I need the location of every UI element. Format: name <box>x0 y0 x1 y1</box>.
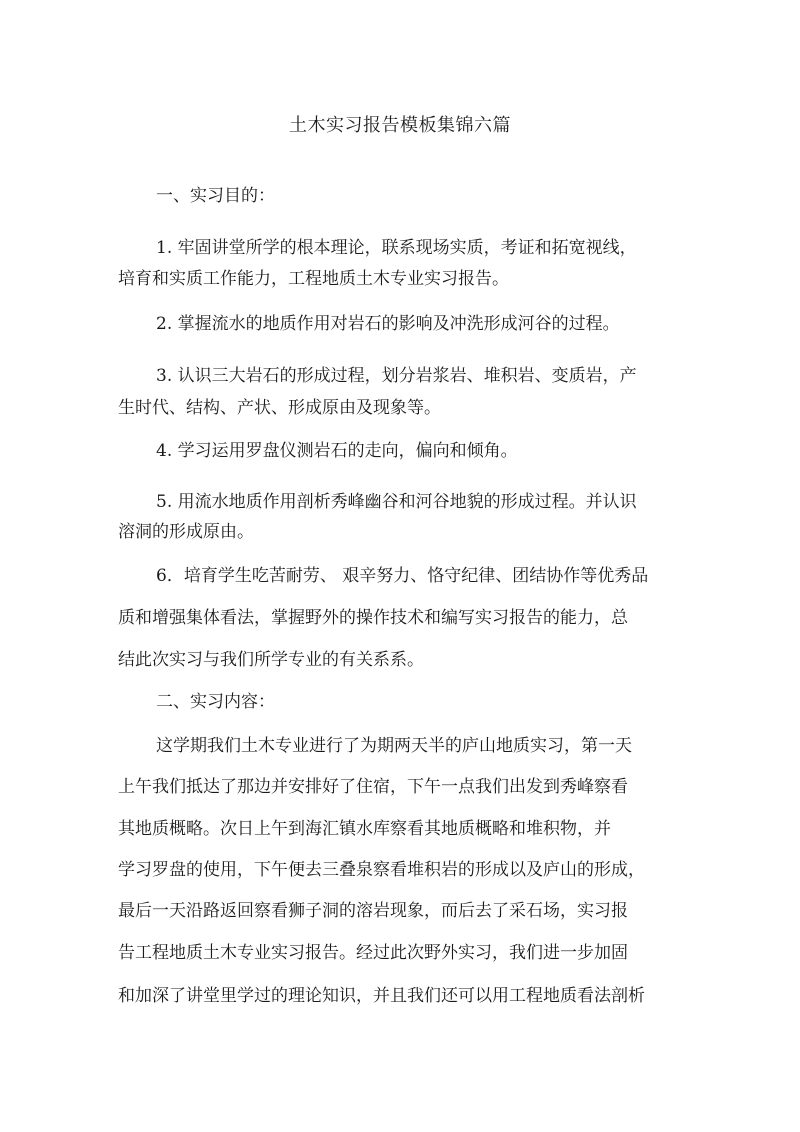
paragraph-line: 上午我们抵达了那边并安排好了住宿，下午一点我们出发到秀峰察看 <box>118 777 628 797</box>
paragraph-line: 最后一天沿路返回察看狮子洞的溶岩现象，而后去了采石场，实习报 <box>118 901 628 921</box>
paragraph-line: 溶洞的形成原由。 <box>118 522 254 542</box>
paragraph-line: 2. 掌握流水的地质作用对岩石的影响及冲洗形成河谷的过程。 <box>156 314 620 334</box>
paragraph-line: 培育和实质工作能力，工程地质土木专业实习报告。 <box>118 269 509 289</box>
paragraph-line: 4. 学习运用罗盘仪测岩石的走向，偏向和倾角。 <box>156 441 518 461</box>
paragraph-line: 质和增强集体看法，掌握野外的操作技术和编写实习报告的能力，总 <box>118 608 628 628</box>
paragraph-line: 生时代、结构、产状、形成原由及现象等。 <box>118 398 441 418</box>
paragraph-line: 其地质概略。次日上午到海汇镇水库察看其地质概略和堆积物，并 <box>118 819 611 839</box>
paragraph-line: 这学期我们土木专业进行了为期两天半的庐山地质实习，第一天 <box>156 736 632 756</box>
paragraph-line: 学习罗盘的使用，下午便去三叠泉察看堆积岩的形成以及庐山的形成， <box>118 860 645 880</box>
document-title: 土木实习报告模板集锦六篇 <box>289 115 511 136</box>
paragraph-line: 和加深了讲堂里学过的理论知识，并且我们还可以用工程地质看法剖析 <box>118 986 645 1006</box>
paragraph-line: 5. 用流水地质作用剖析秀峰幽谷和河谷地貌的形成过程。并认识 <box>156 492 637 512</box>
section-heading-content: 二、实习内容： <box>156 692 275 712</box>
paragraph-line: 3. 认识三大岩石的形成过程，划分岩浆岩、堆积岩、变质岩，产 <box>156 366 637 386</box>
paragraph-line: 告工程地质土木专业实习报告。经过此次野外实习，我们进一步加固 <box>118 943 628 963</box>
paragraph-line: 1. 牢固讲堂所学的根本理论，联系现场实质，考证和拓宽视线， <box>156 238 637 258</box>
paragraph-line: 6．培育学生吃苦耐劳、 艰辛努力、恪守纪律、团结协作等优秀品 <box>156 566 649 586</box>
paragraph-line: 结此次实习与我们所学专业的有关系系。 <box>118 650 424 670</box>
section-heading-objectives: 一、实习目的： <box>156 186 275 206</box>
